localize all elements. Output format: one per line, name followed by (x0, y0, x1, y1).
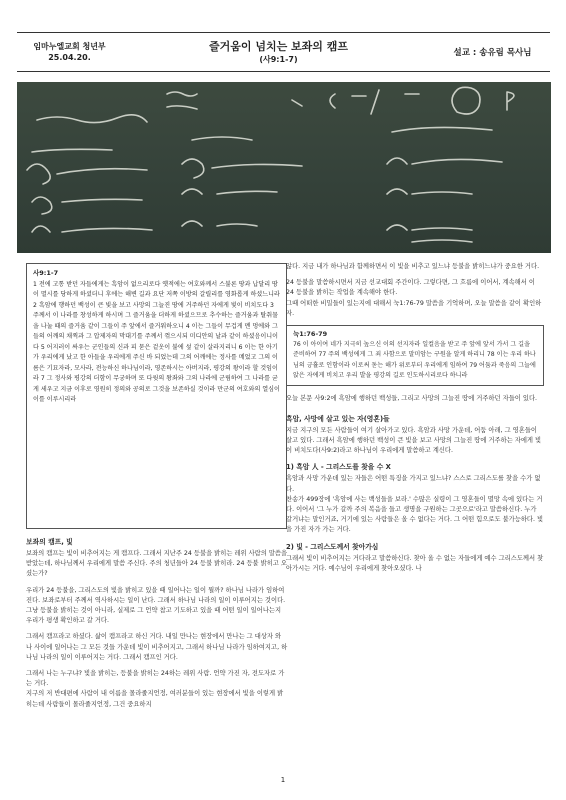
page-number: 1 (280, 776, 286, 784)
preacher-name: 설교 : 송유림 목사님 (453, 48, 532, 58)
quoted-scripture-box (286, 325, 544, 386)
sermon-heading (122, 40, 435, 65)
sermon-title: 즐거움이 넘치는 보좌의 캠프 (209, 39, 348, 53)
church-name: 임마누엘교회 청년부 (33, 42, 106, 51)
paragraph: 지구의 저 반대편에 사람이 내 이름을 몰라줄지언정, 여러분들이 있는 현장에서 빛을 이렇게 밝히는데 사람들이 몰라줄지언정, 그건 중요하지 (26, 690, 284, 708)
paragraph: 지금 지구의 모든 사람들이 여기 살아가고 있다. 흑암과 사망 가운데, 어둠 아래, 그 영혼들이 살고 있다. 그래서 흑암에 행하던 백성이 큰 빛을 보고 사망의 그늘진 땅에 거주하는 자에게 빛이 비치도다(사9:2)라고 하나님이 우리에게 말씀하고 계신다. (286, 426, 542, 455)
right-column (286, 262, 544, 580)
paragraph: 그래서 캠프라고 하셨다. 삶이 캠프라고 하신 거다. 내일 만나는 현장에서 만나는 그 대상자 와 나 사이에 일어나는 그 모든 것들 가운데 빛이 비추어지고, 그래서 하나님 나라가 임하여지고, 하나님 나라의 일이 이루어지는 거다. 그래서 캠프인 거다. (26, 633, 288, 661)
left-column (26, 537, 288, 716)
paragraph: 우리가 24 등불을, 그리스도의 빛을 밝히고 있을 때 일어나는 일이 뭘까? 하나님 나라가 임하여진다. 보좌로부터 주께서 역사하시는 일이 난다. 그래서 하나님 나라의 일이 이루어지는 것이다. 그냥 등불을 밝히는 것이 아니라, 실제로 그 언약 참고 기도하고 있을 때 어떤 일이 일어나는지 우리가 평생 확인하고 갈 거다. (26, 586, 286, 625)
subheading-point-1: 1) 흑암 人 - 그리스도를 찾을 수 X (286, 463, 391, 472)
bulletin-date: 25.04.20. (48, 53, 91, 62)
paragraph: 흑암과 사망 가운데 있는 자들은 어떤 특징을 가지고 있느냐? 스스로 그리스도를 찾을 수가 없다. (286, 475, 541, 493)
paragraph: 오늘 본문 사9:2에 흑암에 행하던 백성들, 그리고 사망의 그늘진 땅에 거주하던 자들이 있다. (286, 394, 538, 402)
sermon-passage: (사9:1-7) (259, 54, 298, 64)
chalk-strokes (17, 82, 551, 253)
paragraph: 그래서 빛이 비추어지는 거다라고 말씀하신다. 찾아 올 수 없는 자들에게 예수 그리스도께서 찾아가시는 거다. 예수님이 우리에게 찾아오셨다. 나 (286, 554, 544, 572)
paragraph: 않다. 지금 내가 하나님과 함께하면서 이 빛을 비추고 있느냐 등불을 밝히느냐가 중요한 거다. (286, 263, 540, 270)
section-heading-camp-light: 보좌의 캠프, 빛 (26, 538, 73, 546)
paragraph: 그때 어떠한 비밀들이 있는지에 대해서 눅1:76-79 말씀을 기억하며, 오늘 말씀을 같이 확인하자. (286, 299, 542, 317)
chalkboard-photo (17, 82, 551, 253)
section-heading-darkness: 흑암, 사망에 살고 있는 자(영혼)들 (286, 414, 390, 423)
page-header (17, 32, 550, 72)
paragraph: 24 등불을 말씀하시면서 지금 선교대회 주간이다. 그렇다면, 그 흐름에 이어서, 계속해서 이 24 등불을 밝히는 작업을 계속해야 한다. (286, 279, 535, 297)
paragraph: 그래서 나는 누구냐? 빛을 밝히는, 등불을 밝히는 24하는 레위 사람. 언약 가진 자, 전도자로 가는 거다. (26, 670, 285, 688)
scripture-text: 1 전에 고통 받던 자들에게는 흑암이 없으리로다 옛적에는 여호와께서 스불론 땅과 납달리 땅이 멸시를 당하게 하셨더니 후에는 해변 길과 요단 저쪽 이방의 갈릴리를 영화롭게 하셨느니라 2 흑암에 행하던 백성이 큰 빛을 보고 사망의 그늘진 땅에 거주하던 자에게 빛이 비치도다 3 주께서 이 나라를 창성하게 하시며 그 즐거움을 더하게 하셨으므로 추수하는 즐거움과 탈취물을 나눌 때의 즐거움 같이 그들이 주 앞에서 즐거워하오니 4 이는 그들이 무겁게 멘 멍에와 그들의 어깨의 채찍과 그 압제자의 막대기를 주께서 꺾으시되 미디안의 날과 같이 하셨음이니이다 5 어지러이 싸우는 군인들의 신과 피 묻은 겉옷이 불에 섶 같이 살라지리니 6 이는 한 아기가 우리에게 났고 한 아들을 우리에게 주신 바 되었는데 그의 어깨에는 정사를 메었고 그의 이름은 기묘자라, 모사라, 전능하신 하나님이라, 영존하시는 아버지라, 평강의 왕이라 할 것임이라 7 그 정사와 평강의 더함이 무궁하며 또 다윗의 왕좌와 그의 나라에 군림하여 그 나라를 굳게 세우고 지금 이후로 영원히 정의와 공의로 그것을 보존하실 것이라 만군의 여호와의 열심이 이를 이루시리라 (33, 280, 280, 403)
quote-reference: 눅1:76-79 (293, 330, 328, 339)
scripture-reference: 사9:1-7 (33, 269, 59, 277)
scripture-passage-box (26, 263, 287, 529)
subheading-point-2: 2) 빛 - 그리스도께서 찾아가심 (286, 542, 379, 551)
church-info (17, 41, 122, 63)
paragraph: 보좌의 캠프는 빛이 비추어지는 게 캠프다. 그래서 지난주 24 등불을 밝히는 레위 사람의 말씀을 받았는데, 하나님께서 우리에게 말씀 주신다. 주의 청년들아 24 등불 밝히라. 24 등불 밝히고 오셨는가? (26, 550, 288, 578)
quote-text: 76 이 아이여 네가 지극히 높으신 이의 선지자라 일컬음을 받고 주 앞에 앞서 가서 그 길을 준비하여 77 주의 백성에게 그 죄 사함으로 말미암는 구원을 알게 하리니 78 이는 우리 하나님의 긍휼로 인함이라 이로써 돋는 해가 위로부터 우리에게 임하여 79 어둠과 죽음의 그늘에 앉은 자에게 비치고 우리 발을 평강의 길로 인도하시리로다 하니라 (293, 340, 536, 380)
paragraph: 찬송가 499장에 '흑암에 사는 백성들을 보라.' 수많은 실령이 그 영혼들이 멸망 속에 있다는 거다. 이어서 '그 누가 갈까 주의 복음을 들고 생명을 구원하는 그곳으로'라고 말씀하신다. 누가 갈거냐는 말인거죠, 거기에 있는 사람들은 올 수 없다는 거다. 그 어떤 힘으로도 불가능하다. 빛을 가진 자가 가는 거다. (286, 495, 544, 534)
